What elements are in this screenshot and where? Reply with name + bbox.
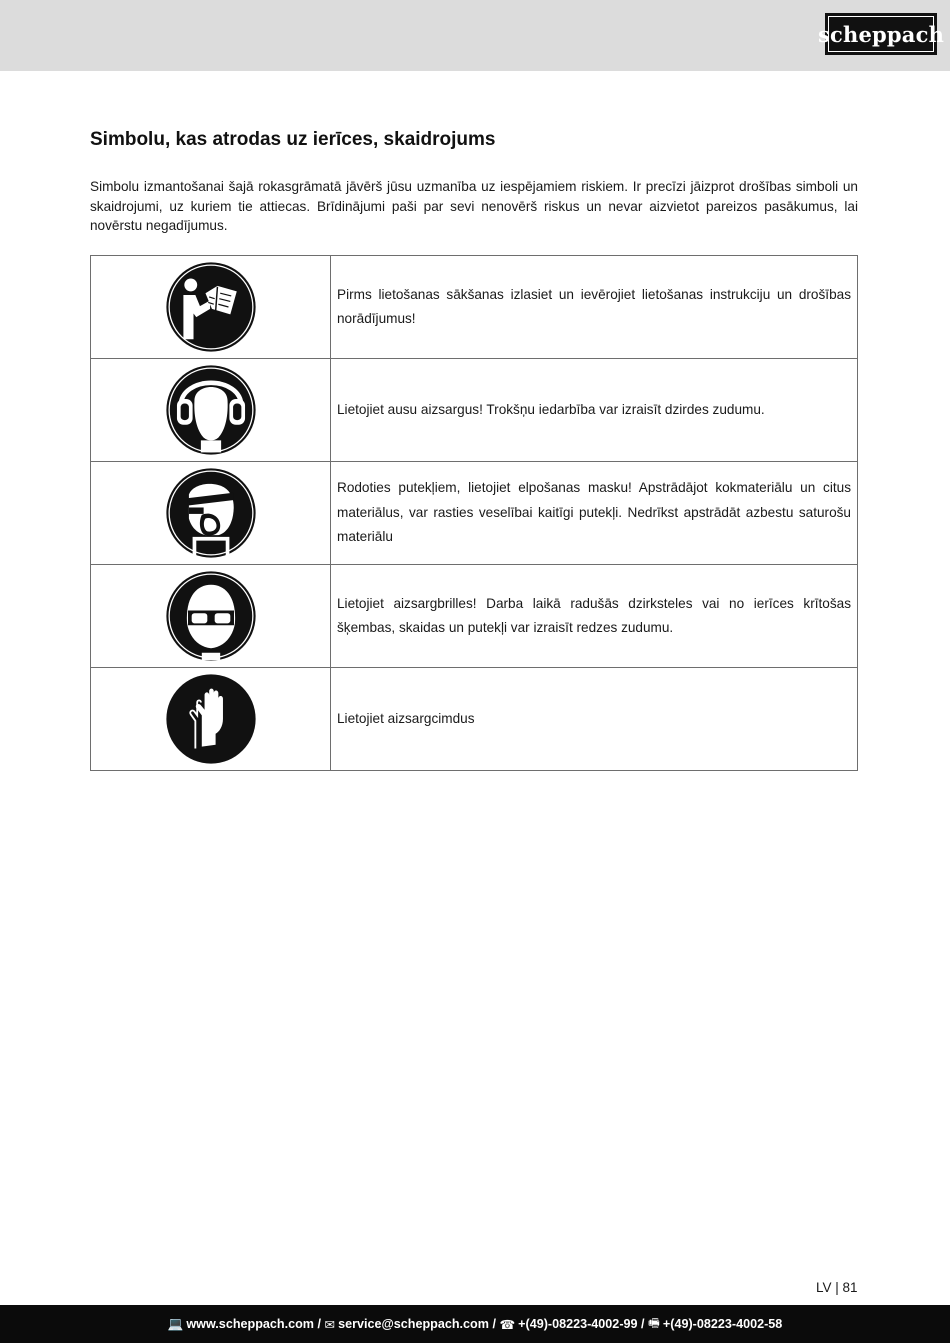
phone-number: +(49)-08223-4002-99 /: [518, 1317, 645, 1331]
icon-cell: [91, 565, 331, 668]
symbol-description: Rodoties putekļiem, lietojiet elpošanas masku! Apstrādājot kokmateriālu un citus materiālus, var rasties veselībai kaitīgi putekļi. Nedrīkst apstrādāt azbestu saturošu materiālu: [331, 462, 858, 565]
symbol-description: Pirms lietošanas sākšanas izlasiet un ievērojiet lietošanas instrukciju un drošības norādījumus!: [331, 256, 858, 359]
protective-gloves-icon: [165, 673, 257, 765]
email-icon: ✉: [324, 1317, 336, 1332]
icon-cell: [91, 462, 331, 565]
fax-icon: 🖷: [648, 1315, 660, 1330]
intro-paragraph: Simbolu izmantošanai šajā rokasgrāmatā jāvērš jūsu uzmanība uz iespējamiem riskiem. Ir precīzi jāizprot drošības simboli un skaidrojumi, uz kuriem tie attiecas. Brīdinājumi paši par sevi nenovērš riskus un nevar aizvietot pareizos pasākumus, lai novērstu negadījumus.: [90, 179, 858, 233]
read-manual-icon: [165, 261, 257, 353]
symbol-description: Lietojiet ausu aizsargus! Trokšņu iedarbība var izraisīt dzirdes zudumu.: [331, 359, 858, 462]
computer-icon: 💻: [167, 1316, 184, 1331]
page-number: LV | 81: [816, 1280, 858, 1295]
phone-icon: ☎: [499, 1317, 516, 1332]
icon-cell: [91, 359, 331, 462]
table-row: [91, 359, 858, 462]
table-row: [91, 565, 858, 668]
icon-cell: [91, 668, 331, 771]
fax-number: +(49)-08223-4002-58: [662, 1317, 783, 1331]
symbol-description: Lietojiet aizsargbrilles! Darba laikā radušās dzirksteles vai no ierīces krītošas šķembas, skaidas un putekļi var izraisīt redzes zudumu.: [331, 565, 858, 668]
page-title: Simbolu, kas atrodas uz ierīces, skaidrojums: [90, 129, 496, 150]
respiratory-mask-icon: [165, 467, 257, 559]
website-link[interactable]: www.scheppach.com /: [186, 1317, 321, 1331]
table-row: [91, 462, 858, 565]
table-row: [91, 256, 858, 359]
header-band: [0, 0, 950, 71]
safety-symbols-table: [90, 255, 858, 771]
symbol-description: Lietojiet aizsargcimdus: [331, 668, 858, 771]
footer-contact-bar: [0, 1305, 950, 1343]
icon-cell: [91, 256, 331, 359]
ear-protection-icon: [165, 364, 257, 456]
email-link[interactable]: service@scheppach.com /: [338, 1317, 496, 1331]
table-row: [91, 668, 858, 771]
scheppach-logo: scheppach: [825, 13, 937, 55]
safety-goggles-icon: [165, 570, 257, 662]
